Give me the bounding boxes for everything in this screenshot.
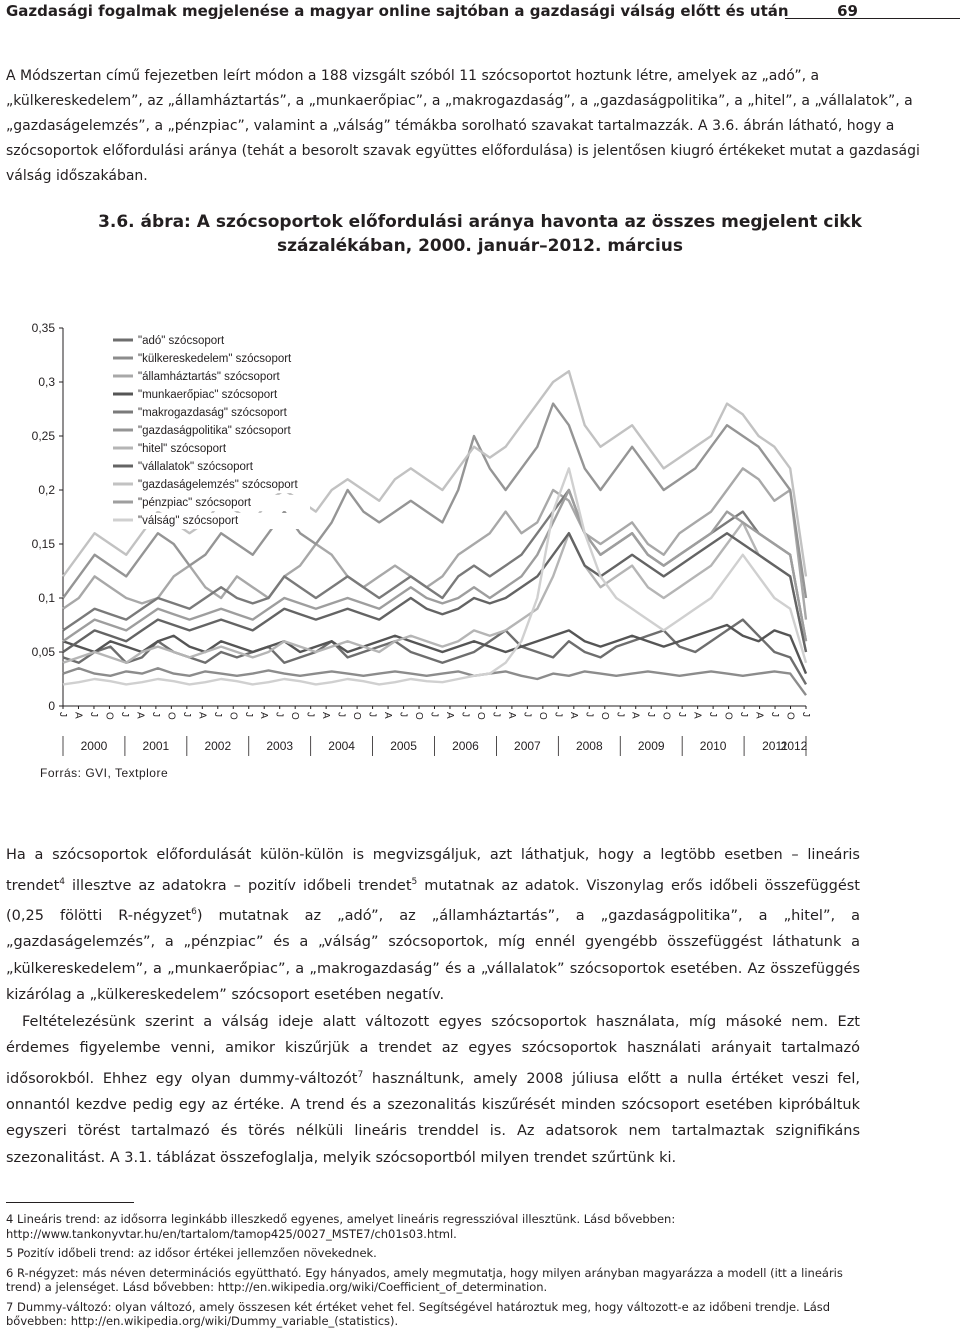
page-number: 69 (837, 2, 858, 20)
x-year-label: 2004 (328, 739, 355, 753)
legend-entry: "adó" szócsoport (138, 335, 225, 347)
y-tick-label: 0,05 (31, 645, 55, 659)
x-year-label: 2001 (142, 739, 170, 753)
figure-title (60, 210, 900, 258)
x-month-label: A (691, 712, 703, 719)
x-year-label: 2009 (637, 739, 665, 753)
x-month-label: A (320, 712, 332, 719)
x-month-label: O (722, 712, 734, 720)
x-month-label: O (413, 712, 425, 720)
x-year-label: 2008 (575, 739, 603, 753)
x-month-label: O (784, 712, 796, 720)
text-run: Feltételezésünk szerint a válság ideje alatt változott egyes szócsoportok használata, míg másoké nem. Ezt érdemes figyelembe venni, amikor kiszűrjük a trendet az egyes szócsoportok használati arányait tartalmazó idősorokból. Ehhez egy olyan dummy-változót (6, 1013, 860, 1087)
legend-entry: "makrogazdaság" szócsoport (138, 407, 287, 419)
running-title: Gazdasági fogalmak megjelenése a magyar online sajtóban a gazdasági válság előtt és után (6, 2, 789, 20)
y-tick-label: 0,25 (31, 429, 55, 443)
x-month-label: J (490, 712, 502, 717)
x-month-label: J (583, 712, 595, 717)
text-run: Ha a szócsoportok előfordulását külön-külön is megvizsgáljuk, azt láthatjuk, hogy a legtöbb esetben – lineáris trendet (6, 847, 860, 894)
x-month-label: J (87, 712, 99, 717)
x-month-label: J (397, 712, 409, 717)
legend-entry: "gazdaságpolitika" szócsoport (138, 425, 291, 437)
x-year-label: 2011 (762, 739, 788, 753)
x-month-label: A (443, 712, 455, 719)
x-month-label: J (366, 712, 378, 717)
x-month-label: J (118, 712, 130, 717)
legend-entry: "vállalatok" szócsoport (138, 461, 253, 473)
intro-section (6, 64, 950, 189)
x-year-label: 2007 (514, 739, 541, 753)
y-tick-label: 0,15 (31, 537, 55, 551)
x-month-label: A (382, 712, 394, 719)
x-month-label: O (289, 712, 301, 720)
x-month-label: J (552, 712, 564, 717)
legend-entry: "pénzpiac" szócsoport (138, 497, 252, 509)
line-chart (0, 300, 960, 765)
x-month-label: J (304, 712, 316, 717)
y-tick-label: 0 (48, 699, 55, 713)
x-year-label: 2012 (780, 739, 808, 753)
y-tick-label: 0,2 (38, 483, 55, 497)
x-year-label: 2003 (266, 739, 294, 753)
x-month-label: J (645, 712, 657, 717)
footnote-ref[interactable]: 6 (191, 906, 197, 917)
x-month-label: J (769, 712, 781, 717)
x-month-label: O (598, 712, 610, 720)
x-month-label: J (614, 712, 626, 717)
text-run: illesztve az adatokra – pozitív időbeli trendet (64, 877, 412, 894)
x-month-label: O (227, 712, 239, 720)
series-line (63, 490, 806, 641)
x-year-label: 2000 (80, 739, 108, 753)
x-month-label: O (165, 712, 177, 720)
header-rule (785, 18, 960, 19)
x-month-label: J (335, 712, 347, 717)
legend-entry: "hitel" szócsoport (138, 443, 227, 455)
x-month-label: A (196, 712, 208, 719)
legend-entry: "válság" szócsoport (138, 515, 239, 527)
x-month-label: J (149, 712, 161, 717)
x-month-label: A (72, 712, 84, 719)
x-year-label: 2002 (204, 739, 232, 753)
x-month-label: J (800, 712, 811, 717)
x-month-label: O (103, 712, 115, 720)
body-paragraph-2 (6, 1009, 860, 1172)
x-month-label: J (676, 712, 688, 717)
x-month-label: J (180, 712, 192, 717)
intro-paragraph: A Módszertan című fejezetben leírt módon a 188 vizsgált szóból 11 szócsoportot hoztunk létre, amelyek az „adó”, a „külkereskedelem”, az „államháztartás”, a „munkaerőpiac”, a „makrogazdaság”, a „gazdaságpolitika”, a „hitel”, a „vállalatok”, a „gazdaságelemzés”, a „pénzpiac”, valamint a „válság” témákba sorolható szavakat tartalmazzák. A 3.6. ábrán látható, hogy a szócsoportok előfordulási aránya (tehát a besorolt szavak együttes előfordulása) is jelentősen kiugró értékeket mutat a gazdasági válság időszakában. (6, 68, 920, 184)
x-month-label: O (351, 712, 363, 720)
x-month-label: A (629, 712, 641, 719)
footnote-4: 4 Lineáris trend: az idősorra leginkább illeszkedő egyenes, amelyet lineáris regresszióval illesztünk. Lásd bővebben: http://www.tankonyvtar.hu/en/tartalom/tamop425/0027_MSTE7/ch01s03.html. (6, 1212, 676, 1241)
x-month-label: A (505, 712, 517, 719)
legend-entry: "gazdaságelemzés" szócsoport (138, 479, 298, 491)
figure-title-line2: százalékában, 2000. január–2012. március (276, 236, 684, 256)
x-month-label: O (474, 712, 486, 720)
x-month-label: A (258, 712, 270, 719)
body-section (6, 842, 860, 1171)
y-tick-label: 0,1 (38, 591, 55, 605)
text-run: használtunk, amely 2008 júliusa előtt a nulla értéket veszi fel, onnantól kezdve pedig egy az értéke. A trend és a szezonalitás kiszűrését minden szócsoport esetében kipróbáltuk egyszeri törést tartalmazó és törés nélküli lineáris trenddel is. Az adatsorok nem tartalmaztak szignifikáns szezonalitást. A 3.1. táblázat összefoglalja, melyik szócsoportból milyen trendet szűrtünk ki. (6, 1070, 860, 1166)
x-month-label: J (738, 712, 750, 717)
footnote-6: 6 R-négyzet: más néven determinációs együttható. Egy hányados, amely megmutatja, hogy milyen arányban magyarázza a modell (itt a lineáris trend) a jelenséget. Lásd bővebben: http://en.wikipedia.org/wiki/Coefficient_of_determination. (6, 1265, 843, 1294)
x-month-label: J (273, 712, 285, 717)
x-month-label: A (753, 712, 765, 719)
x-month-label: J (211, 712, 223, 717)
series-line (63, 490, 806, 641)
legend-entry: "államháztartás" szócsoport (138, 371, 280, 383)
footnote-rule (6, 1202, 134, 1203)
figure-source: Forrás: GVI, Textplore (40, 766, 169, 780)
x-year-label: 2010 (699, 739, 727, 753)
footnote-ref[interactable]: 7 (357, 1069, 364, 1080)
footnote-7: 7 Dummy-változó: olyan változó, amely összesen két értéket vehet fel. Segítségével határoztuk meg, hogy változott-e az időbeni trendje. Lásd bővebben: http://en.wikipedia.org/wiki/Dummy_variable_(statistics). (6, 1299, 831, 1328)
x-month-label: J (707, 712, 719, 717)
text-run: mutatnak az adatok. Viszonylag erős időbeli összefüggést (0,25 fölötti R-négyzet (6, 877, 860, 924)
x-month-label: A (567, 712, 579, 719)
body-paragraph-1 (6, 842, 860, 1009)
x-month-label: J (57, 712, 68, 717)
x-year-label: 2005 (390, 739, 417, 753)
series-line (63, 625, 806, 674)
footnote-ref[interactable]: 5 (411, 876, 418, 887)
x-month-label: J (459, 712, 471, 717)
text-run: ) mutatnak az „adó”, az „államháztartás”, a „gazdaságpolitika”, a „hitel”, a „gazdaságelemzés”, a „pénzpiac” és a „válság” szócsoportok, míg ennél gyengébb összefüggést láthatunk a „külkereskedelem”, a „munkaerőpiac”, a „makrogazdaság” és a „vállalatok” szócsoportok esetében. Az összefüggés kizárólag a „külkereskedelem” szócsoport esetében negatív. (6, 907, 860, 1004)
x-month-label: J (428, 712, 440, 717)
x-year-label: 2006 (452, 739, 479, 753)
x-month-label: J (242, 712, 254, 717)
legend-entry: "külkereskedelem" szócsoport (138, 353, 292, 365)
page-header (0, 0, 960, 28)
footnote-ref[interactable]: 4 (59, 876, 65, 887)
figure-title-line1: 3.6. ábra: A szócsoportok előfordulási aránya havonta az összes megjelent cikk (98, 212, 862, 232)
y-tick-label: 0,3 (38, 375, 55, 389)
x-month-label: O (660, 712, 672, 720)
x-month-label: J (521, 712, 533, 717)
legend-entry: "munkaerőpiac" szócsoport (138, 389, 278, 401)
footnote-5: 5 Pozitív időbeli trend: az idősor értékei jellemzően növekednek. (6, 1246, 377, 1260)
x-month-label: O (536, 712, 548, 720)
y-tick-label: 0,35 (31, 321, 55, 335)
footnotes (6, 1212, 866, 1334)
x-month-label: A (134, 712, 146, 719)
